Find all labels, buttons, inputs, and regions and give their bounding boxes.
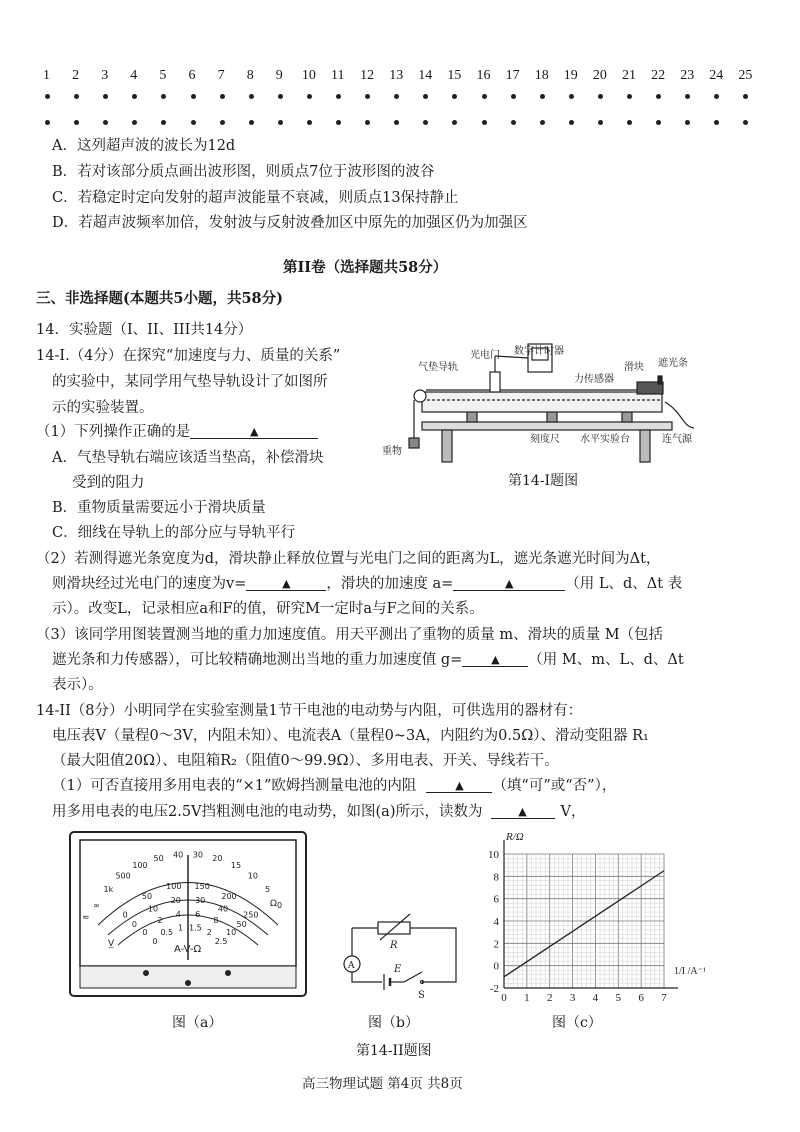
meter-v-tick: 100 <box>166 882 182 892</box>
q14I-optA1: A．气垫导轨右端应该适当垫高，补偿滑块 <box>52 450 324 466</box>
particle-dot <box>685 120 690 125</box>
option-c: C．若稳定时定向发射的超声波能量不衰减，则质点13保持静止 <box>52 190 459 206</box>
particle-dot <box>452 120 457 125</box>
particle-dot <box>627 94 632 99</box>
particle-dot <box>511 120 516 125</box>
meter-small-tick: 0 <box>152 937 158 946</box>
circuit-label-r: R <box>390 940 398 951</box>
particle-dot <box>569 94 574 99</box>
q14I-sub3-line2: 遮光条和力传感器），可比较精确地测出当地的重力加速度值 g= ▲ （用 M、m、L、d、Δt <box>52 652 684 668</box>
particle-dot <box>743 120 748 125</box>
chart-x-tick: 0 <box>501 992 507 1004</box>
meter-ohm-tick: 30 <box>192 850 203 860</box>
chart-y-tick: 6 <box>493 893 499 906</box>
meter-small-tick: 1 <box>178 923 184 933</box>
particle-dot <box>103 120 108 125</box>
meter-v3-tick: 2 <box>157 916 163 926</box>
label-air-track: 气垫导轨 <box>418 362 458 373</box>
label-slider: 滑块 <box>624 362 644 373</box>
particle-number: 11 <box>331 68 345 83</box>
chart-x-tick: 4 <box>592 992 599 1004</box>
particle-dot <box>220 120 225 125</box>
particle-number: 2 <box>72 68 80 83</box>
label-timer: 数字计时器 <box>514 346 564 357</box>
meter-small-tick: 1.5 <box>189 923 202 933</box>
particle-dot <box>482 94 487 99</box>
meter-ohm-tick: 20 <box>212 854 223 864</box>
q14I-optB: B．重物质量需要远小于滑块质量 <box>52 500 266 516</box>
meter-dc-symbol: ≂ <box>82 913 90 923</box>
particle-dot <box>511 94 516 99</box>
particle-dot <box>336 120 341 125</box>
particle-dot <box>394 94 399 99</box>
particle-number: 19 <box>563 68 578 83</box>
meter-small-tick: 2.5 <box>214 937 228 946</box>
meter-v2-tick: 10 <box>147 904 159 914</box>
particle-dot <box>394 120 399 125</box>
chart-y-tick: -2 <box>489 983 499 995</box>
q14I-optC: C．细线在导轨上的部分应与导轨平行 <box>52 525 296 541</box>
label-air-source: 连气源 <box>662 434 692 445</box>
particle-dot <box>74 94 79 99</box>
fig-14II-caption: 第14-II题图 <box>356 1043 432 1059</box>
blank-mark: ▲ <box>250 425 259 438</box>
meter-v3-tick: 8 <box>213 916 219 926</box>
meter-ohm-tick: 50 <box>153 854 164 864</box>
meter-ohm-tick: 1k <box>103 885 114 894</box>
particle-dot <box>452 94 457 99</box>
q14II-line3: （最大阻值20Ω）、电阻箱R₂（阻值0～99.9Ω）、多用电表、开关、导线若干。 <box>52 753 559 769</box>
meter-ohm-tick: 10 <box>247 871 258 881</box>
particle-dot <box>336 94 341 99</box>
q14I-line3: 示的实验装置。 <box>52 400 154 416</box>
particle-number: 23 <box>680 68 695 83</box>
particle-dot <box>540 120 545 125</box>
option-a: A．这列超声波的波长为12d <box>52 138 236 154</box>
label-table: 水平实验台 <box>580 434 630 445</box>
particle-dot <box>423 120 428 125</box>
r-vs-inverse-i-chart <box>478 826 706 1006</box>
particle-number: 3 <box>101 68 109 83</box>
meter-v-symbol: V̲ <box>108 939 115 949</box>
meter-v2-tick: 50 <box>236 920 247 929</box>
label-ruler: 刻度尺 <box>530 434 560 445</box>
particle-dot <box>191 120 196 125</box>
particle-dot <box>161 94 166 99</box>
particle-dot <box>365 120 370 125</box>
page-footer: 高三物理试题 第4页 共8页 <box>302 1076 463 1092</box>
meter-v3-tick: 10 <box>226 928 237 938</box>
label-shade: 遮光条 <box>658 358 688 369</box>
chart-x-tick: 5 <box>615 992 622 1004</box>
particle-dot <box>685 94 690 99</box>
particle-number: 24 <box>709 68 724 83</box>
meter-v2-tick: 40 <box>217 904 229 914</box>
particle-number: 20 <box>592 68 607 83</box>
label-weight: 重物 <box>382 446 402 457</box>
particle-dot <box>307 94 312 99</box>
particle-number: 5 <box>159 68 167 83</box>
particle-number: 4 <box>130 68 138 83</box>
chart-y-tick: 0 <box>493 960 499 973</box>
meter-ohm-tick: 5 <box>265 885 271 894</box>
particle-number: 8 <box>246 68 254 83</box>
particle-number: 17 <box>505 68 520 83</box>
fig-b-caption: 图（b） <box>368 1015 419 1031</box>
q14-intro: 14．实验题（I、II、III共14分） <box>36 322 253 338</box>
particle-dot <box>482 120 487 125</box>
fig-a-caption: 图（a） <box>172 1015 223 1031</box>
multimeter-figure <box>68 830 308 1000</box>
label-photogate: 光电门 <box>470 350 500 361</box>
particle-number: 1 <box>43 68 50 83</box>
particle-dot <box>365 94 370 99</box>
meter-v-tick: 250 <box>243 910 259 920</box>
meter-v-tick: 150 <box>194 882 210 892</box>
particle-number: 7 <box>217 68 225 83</box>
particle-number: 12 <box>360 68 375 83</box>
circuit-figure <box>338 910 466 1000</box>
particle-number: 25 <box>738 68 753 83</box>
q14I-sub1: （1）下列操作正确的是 ▲ <box>36 420 318 441</box>
particle-dot <box>74 120 79 125</box>
chart-y-tick: 8 <box>493 871 499 884</box>
air-track-apparatus-figure <box>382 342 702 466</box>
particle-dot <box>540 94 545 99</box>
meter-label: A-V-Ω <box>174 944 202 955</box>
particle-dot <box>714 94 719 99</box>
particle-dot <box>249 94 254 99</box>
particle-number: 6 <box>188 68 196 83</box>
fig-14I-caption: 第14-I题图 <box>508 473 579 489</box>
fig-c-caption: 图（c） <box>552 1015 602 1031</box>
chart-y-tick: 10 <box>488 849 499 861</box>
particle-dot <box>423 94 428 99</box>
q14I-sub2-line2: 则滑块经过光电门的速度为v= ▲ ，滑块的加速度 a= ▲ （用 L、d、Δt 表 <box>52 576 683 592</box>
meter-v-tick: 0 <box>122 910 128 920</box>
particle-dot <box>45 120 50 125</box>
meter-v2-tick: 20 <box>170 896 181 906</box>
particle-dot <box>656 120 661 125</box>
particle-number: 9 <box>275 68 283 83</box>
meter-small-tick: 2 <box>206 928 212 938</box>
option-b: B．若对该部分质点画出波形图，则质点7位于波形图的波谷 <box>52 164 435 180</box>
particle-number: 15 <box>447 68 462 83</box>
particle-dot <box>278 94 283 99</box>
q14I-sub2-line3: 示）。改变L，记录相应a和F的值，研究M一定时a与F之间的关系。 <box>52 601 484 617</box>
meter-ohm-symbol: Ω <box>270 899 277 909</box>
chart-x-tick: 6 <box>638 992 644 1004</box>
section3-title: 三、非选择题(本题共5小题，共58分) <box>36 290 283 307</box>
circuit-label-s: S <box>418 990 425 1001</box>
particle-number: 14 <box>418 68 433 83</box>
q14I-line1: 14-I.（4分）在探究“加速度与力、质量的关系” <box>36 348 341 364</box>
particle-dot <box>103 94 108 99</box>
meter-small-tick: 0.5 <box>160 928 174 938</box>
chart-x-tick: 7 <box>661 992 667 1004</box>
particle-dot <box>132 120 137 125</box>
part2-title: 第II卷（选择题共58分） <box>283 259 448 276</box>
q14II-line4: （1）可否直接用多用电表的“×1”欧姆挡测量电池的内阻 ▲ （填“可”或“否”）， <box>52 778 617 794</box>
chart-x-tick: 1 <box>524 992 530 1004</box>
label-force-sensor: 力传感器 <box>574 374 614 385</box>
particle-dot <box>307 120 312 125</box>
meter-v-tick: 200 <box>221 892 237 901</box>
chart-y-tick: 4 <box>493 916 499 928</box>
particle-dot <box>220 94 225 99</box>
particle-dot <box>598 94 603 99</box>
particle-number: 13 <box>389 68 404 83</box>
particle-dot <box>627 120 632 125</box>
particle-dot <box>161 120 166 125</box>
q14I-optA2: 受到的阻力 <box>72 475 145 491</box>
particle-dot <box>714 120 719 125</box>
meter-v3-tick: 4 <box>175 909 181 919</box>
q14II-line5: 用多用电表的电压2.5V挡粗测电池的电动势，如图(a)所示，读数为 ▲ V， <box>52 804 586 820</box>
meter-ohm-tick: 100 <box>132 861 148 871</box>
meter-ohm-tick: 40 <box>173 850 184 860</box>
chart-x-tick: 2 <box>546 992 553 1004</box>
chart-x-label: 1/I /A⁻¹ <box>674 966 706 977</box>
meter-ohm-tick: 500 <box>115 871 131 881</box>
meter-v2-tick: 0 <box>131 920 137 929</box>
q14I-sub3-line3: 表示）。 <box>52 677 103 693</box>
chart-x-tick: 3 <box>569 992 576 1004</box>
particle-number: 22 <box>651 68 666 83</box>
meter-ohm-tick: 0 <box>277 900 283 910</box>
particle-number: 21 <box>622 68 636 83</box>
particle-dot <box>598 120 603 125</box>
q14I-line2: 的实验中，某同学用气垫导轨设计了如图所 <box>52 374 328 390</box>
meter-v-tick: 50 <box>141 892 153 901</box>
chart-series-line <box>504 871 664 977</box>
particle-dot <box>569 120 574 125</box>
particle-dot <box>743 94 748 99</box>
chart-y-tick: 2 <box>493 938 499 951</box>
particle-number: 16 <box>476 68 491 83</box>
particle-dot <box>132 94 137 99</box>
particle-number: 10 <box>301 68 316 83</box>
circuit-label-a: A <box>348 961 355 971</box>
meter-v2-tick: 30 <box>195 896 206 906</box>
meter-v3-tick: 6 <box>195 909 201 919</box>
meter-ohm-tick: 15 <box>230 861 242 871</box>
chart-y-label: R/Ω <box>506 831 524 843</box>
q14I-sub3-line1: （3）该同学用图装置测当地的重力加速度值。用天平测出了重物的质量 m、滑块的质量 M（包括 <box>36 627 664 643</box>
q14II-line1: 14-II（8分）小明同学在实验室测量1节干电池的电动势与内阻，可供选用的器材有： <box>36 703 583 719</box>
meter-v3-tick: 0 <box>142 928 148 938</box>
particle-dot <box>656 94 661 99</box>
particle-dot <box>278 120 283 125</box>
option-d: D．若超声波频率加倍，发射波与反射波叠加区中原先的加强区仍为加强区 <box>52 215 528 231</box>
particle-dot <box>249 120 254 125</box>
meter-ohm-tick: ∞ <box>93 900 100 910</box>
q14II-line2: 电压表V（量程0～3V，内阻未知）、电流表A（量程0~3A，内阻约为0.5Ω）、滑动变阻器 R₁ <box>52 728 649 744</box>
q14I-sub2-line1: （2）若测得遮光条宽度为d，滑块静止释放位置与光电门之间的距离为L，遮光条遮光时间为Δt， <box>36 551 661 567</box>
circuit-label-e: E <box>394 964 402 975</box>
particle-number: 18 <box>534 68 549 83</box>
particle-dot <box>45 94 50 99</box>
particle-dot <box>191 94 196 99</box>
